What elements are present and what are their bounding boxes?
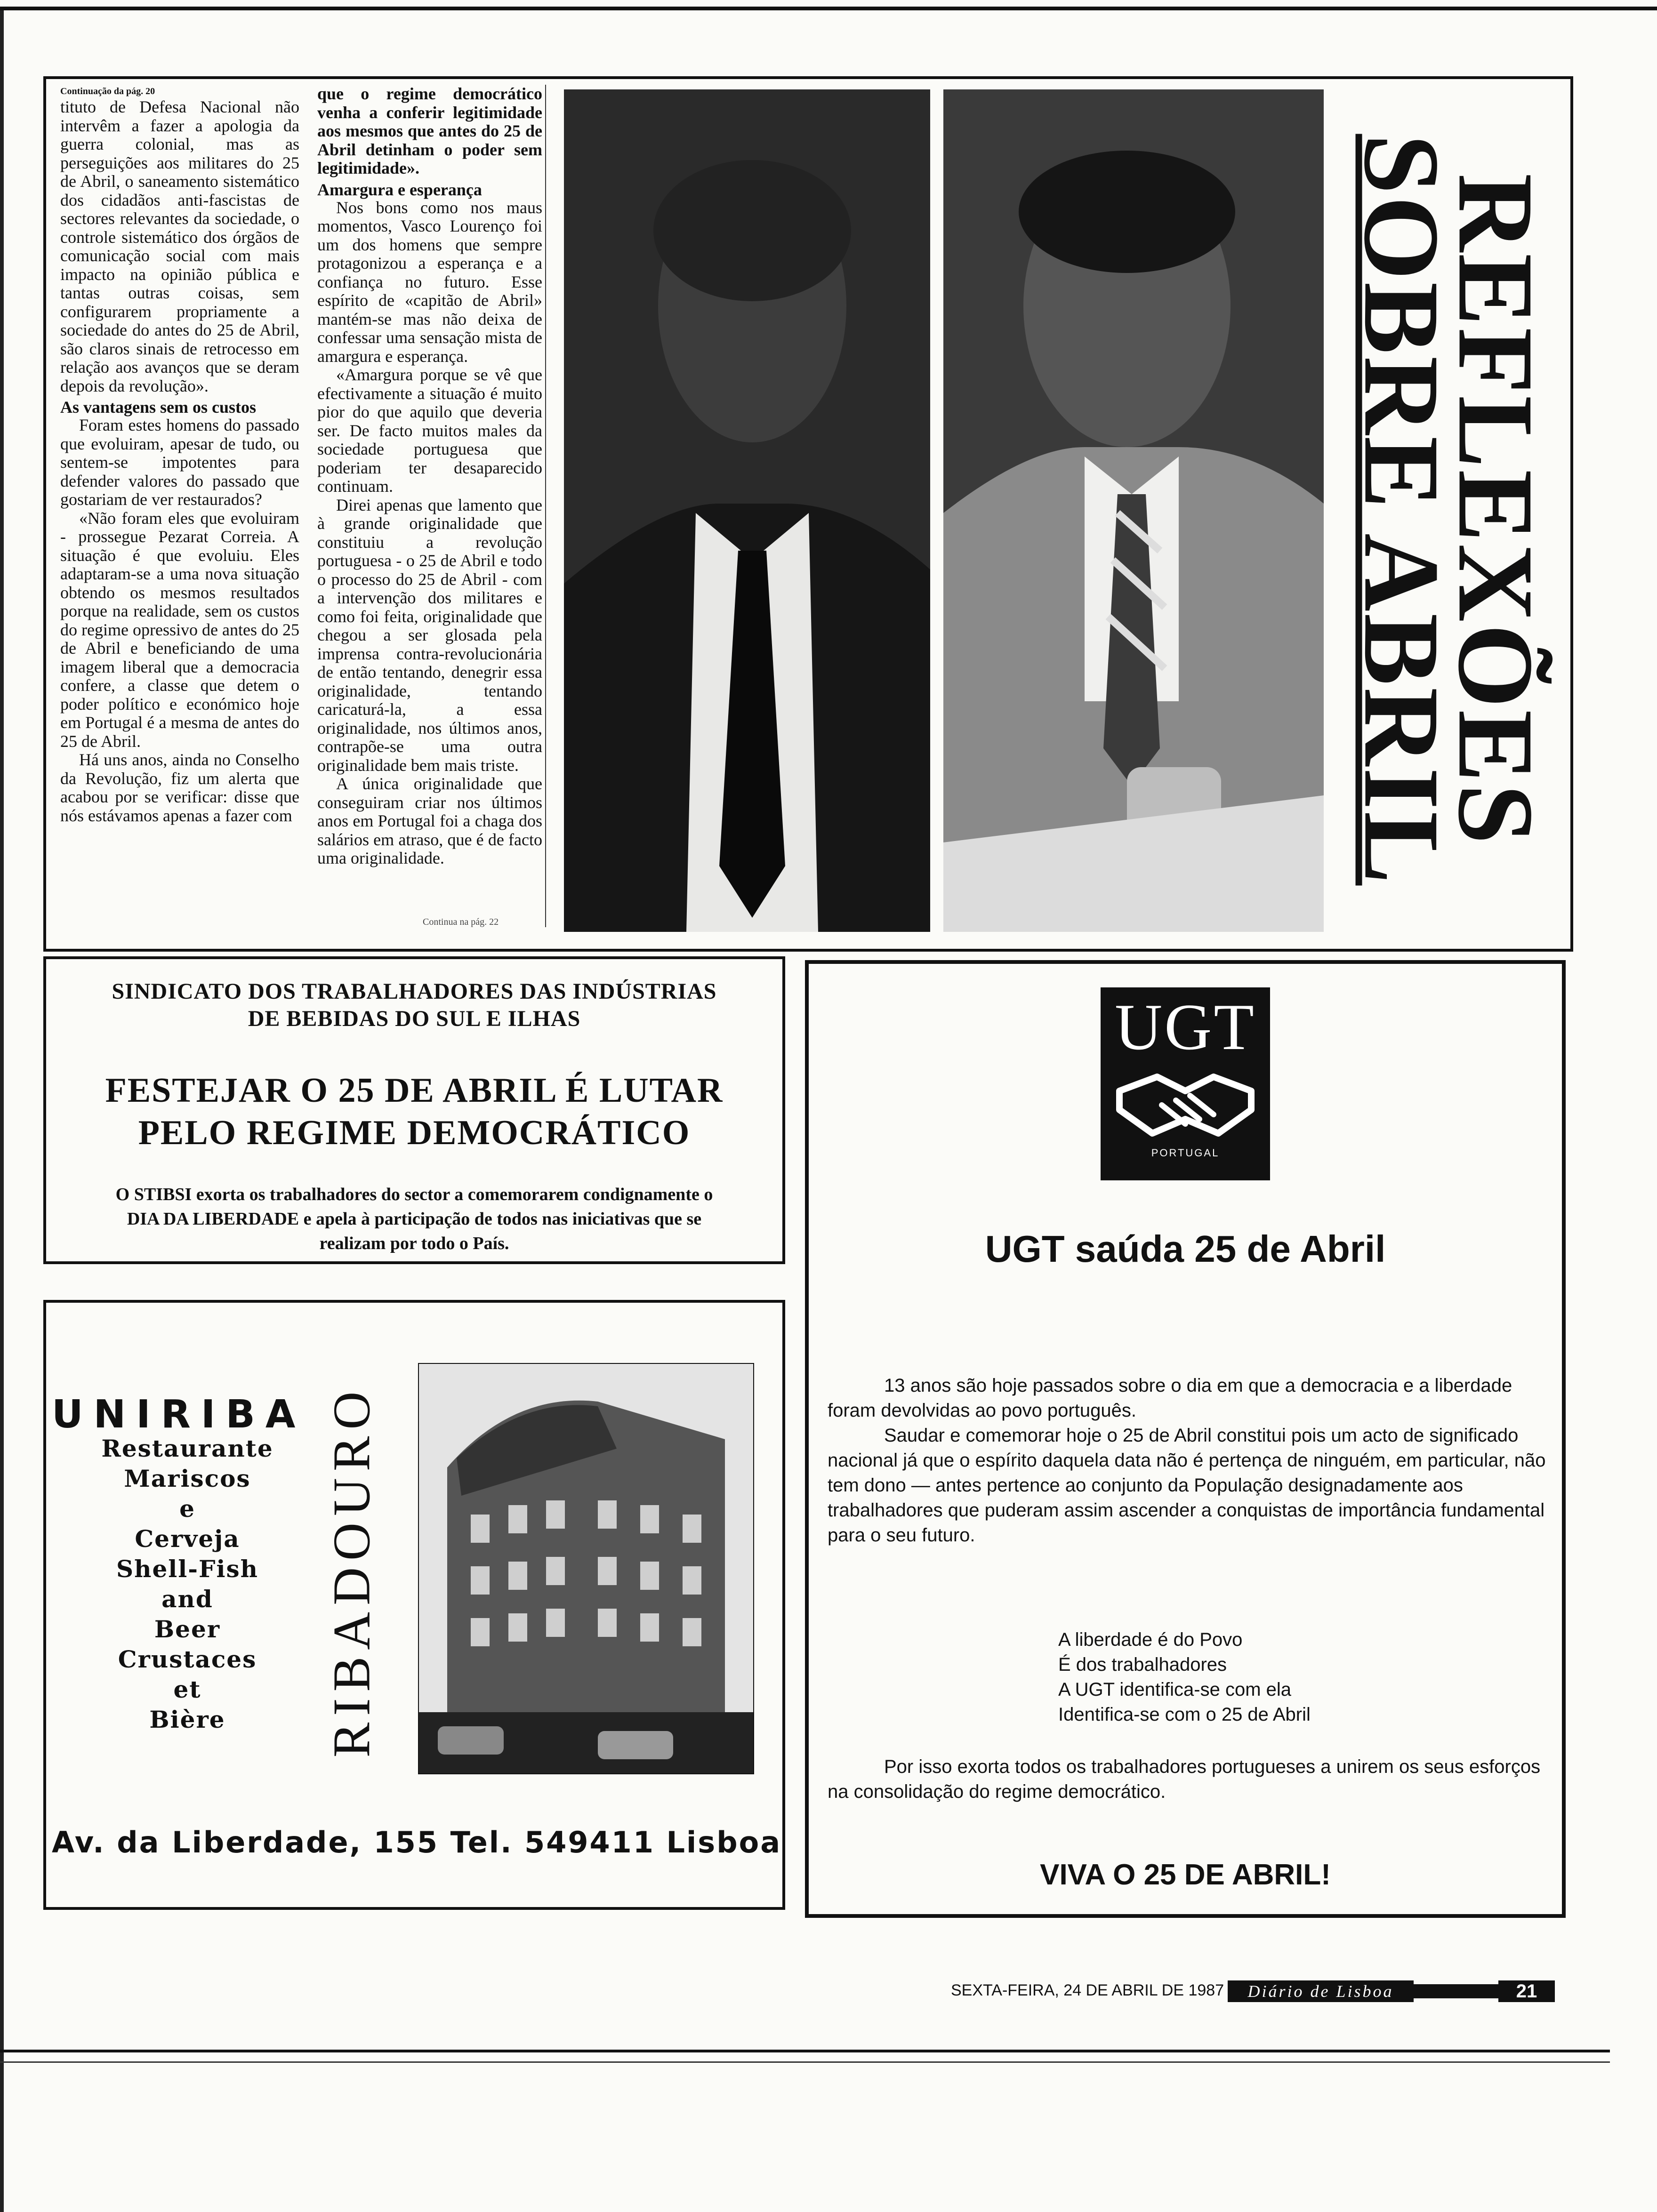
poem-line: É dos trabalhadores <box>1058 1654 1227 1675</box>
uniriba-brand: UNIRIBA <box>52 1392 306 1437</box>
subhead-vantagens: As vantagens sem os custos <box>60 398 257 417</box>
handshake-icon <box>1115 1063 1256 1147</box>
union-name <box>46 978 782 1033</box>
menu-item: Bière <box>149 1706 225 1733</box>
article-paragraph: Nos bons como nos maus momentos, Vasco Lourenço foi um dos homens que sempre protagonizou a esperança e a confiança no futuro. Esse espírito de «capitão de Abril» mantém-se mas não deixa de confessar uma sensação mista de amargura e esperança. <box>317 198 542 366</box>
ugt-body <box>828 1373 1548 1548</box>
menu-item: Shell-Fish <box>116 1555 258 1583</box>
continuation-to: Continua na pág. 22 <box>423 917 499 927</box>
headline-line-2: SOBRE ABRIL <box>1342 134 1462 886</box>
uniriba-advertisement <box>43 1300 785 1910</box>
article-headline <box>1336 93 1562 926</box>
article-paragraph: «Amargura porque se vê que efectivamente a situação é muito pior do que aquilo que deveria ser. De facto muitos males da sociedade portuguesa que poderiam ter desaparecido continuam. <box>317 365 542 496</box>
union-name-line-1: SINDICATO DOS TRABALHADORES DAS INDÚSTRIAS <box>112 979 717 1004</box>
portrait-photo-vasco-lourenco <box>943 89 1324 932</box>
menu-item: and <box>161 1585 213 1613</box>
article-frame <box>43 76 1573 952</box>
ugt-logo-word: UGT <box>1115 991 1256 1064</box>
article-column-1 <box>60 85 299 825</box>
poem-line: Identifica-se com o 25 de Abril <box>1058 1704 1311 1725</box>
ugt-paragraph-1: 13 anos são hoje passados sobre o dia em que a democracia e a liberdade foram devolvidas ao povo português. <box>828 1375 1512 1421</box>
ugt-logo-sub: PORTUGAL <box>1151 1147 1220 1159</box>
poem-line: A liberdade é do Povo <box>1058 1629 1243 1650</box>
article-paragraph: «Não foram eles que evoluiram - prossegue Pezarat Correia. A situação é que evoluiu. Eles adaptaram-se a uma nova situação obtendo os mesmos resultados porque na realidade, sem os custos do regime opressivo de antes do 25 de Abril e beneficiando de uma imagem liberal que a democracia confere, a classe que detem o poder político e económico hoje em Portugal é a mesma de antes do 25 de Abril. <box>60 508 299 751</box>
union-appeal: O STIBSI exorta os trabalhadores do sector a comemorarem condignamente o DIA DA LIBERDADE e apela à participação de todos nas iniciativas que se realizam por todo o País. <box>115 1185 713 1253</box>
ugt-advertisement <box>805 960 1566 1918</box>
bottom-rule <box>0 2050 1610 2052</box>
menu-item: e <box>179 1495 195 1523</box>
bottom-rule-thin <box>0 2061 1610 2063</box>
menu-item: et <box>173 1675 201 1703</box>
article-paragraph: A única originalidade que conseguiram criar nos últimos anos em Portugal foi a chaga dos salários em atraso, que é de facto uma originalidade. <box>317 774 542 867</box>
slogan-line-2: PELO REGIME DEMOCRÁTICO <box>138 1114 691 1152</box>
ugt-logo <box>1101 987 1270 1180</box>
ribadouro-text: RIBADOURO <box>322 1385 381 1757</box>
ugt-closing: VIVA O 25 DE ABRIL! <box>1040 1859 1331 1891</box>
poem-line: A UGT identifica-se com ela <box>1058 1679 1292 1700</box>
menu-item: Beer <box>154 1615 221 1643</box>
union-slogan <box>46 1069 782 1154</box>
ugt-poem <box>1058 1627 1435 1727</box>
uniriba-address: Av. da Liberdade, 155 Tel. 549411 Lisboa <box>52 1825 782 1859</box>
top-rule <box>0 7 1657 10</box>
menu-item: Mariscos <box>124 1465 251 1492</box>
article-column-2 <box>317 85 542 868</box>
article-paragraph: que o regime democrático venha a conferir legitimidade aos mesmos que antes do 25 de Abril detinham o poder sem legitimidade». <box>317 84 542 177</box>
article-paragraph: Há uns anos, ainda no Conselho da Revolução, fiz um alerta que acabou por se verificar: disse que nós estávamos apenas a fazer com <box>60 750 299 825</box>
building-photo <box>418 1363 754 1774</box>
uniriba-menu <box>88 1434 286 1735</box>
portrait-photo-pezarat-correia <box>564 89 930 932</box>
ugt-title: UGT saúda 25 de Abril <box>985 1228 1386 1270</box>
page-number: 21 <box>1498 1980 1555 2002</box>
article-paragraph: Foram estes homens do passado que evoluiram, apesar de tudo, ou sentem-se impotentes para defender valores do passado que gostariam de ver restaurados? <box>60 416 299 509</box>
union-name-line-2: DE BEBIDAS DO SUL E ILHAS <box>248 1006 581 1031</box>
ugt-paragraph-2: Saudar e comemorar hoje o 25 de Abril constitui pois um acto de significado nacional já que o espírito daquela data não é pertença de ninguém, em particular, não tem dono — antes pertence ao conjunto da População designadamente aos trabalhadores que puderam assim ascender a conquistas de importância fundamental para o seu futuro. <box>828 1425 1546 1546</box>
footer-bar <box>1414 1984 1498 1998</box>
ugt-paragraph-3: Por isso exorta todos os trabalhadores portugueses a unirem os seus esforços na consolidação do regime democrático. <box>828 1756 1541 1802</box>
article-paragraph: tituto de Defesa Nacional não intervêm a fazer a apologia da guerra colonial, mas as perseguições aos militares do 25 de Abril, o saneamento sistemático dos cidadãos anti-fascistas de sectores relevantes da sociedade, o controle sistemático dos órgãos de comunicação social com mais impacto na opinião pública e tantas outras coisas, sem configurarem propriamente a sociedade do antes do 25 de Abril, são claros sinais de retrocesso em relação aos avanços que se deram depois da revolução». <box>60 97 299 395</box>
footer-date: SEXTA-FEIRA, 24 DE ABRIL DE 1987 <box>951 1981 1224 1999</box>
subhead-amargura: Amargura e esperança <box>317 180 482 199</box>
article-paragraph: Direi apenas que lamento que à grande originalidade que constituiu a revolução portuguesa - o 25 de Abril e todo o processo do 25 de Abril - com a intervenção dos militares e como foi feita, originalidade que chegou a ser glosada pela imprensa contra-revolucionária de então tentando, denegrir essa originalidade, tentando caricaturá-la, a essa originalidade, nos últimos anos, contrapõe-se uma outra originalidade bem mais triste. <box>317 495 542 775</box>
stibsi-advertisement <box>43 956 785 1264</box>
menu-item: Restaurante <box>101 1435 273 1462</box>
continuation-from: Continuação da pág. 20 <box>60 86 155 96</box>
menu-item: Cerveja <box>135 1525 240 1553</box>
ribadouro-vertical-name <box>319 1387 385 1755</box>
page-edge <box>0 10 4 2212</box>
column-divider <box>545 85 546 927</box>
headline-line-1: REFLEXÕES <box>1436 173 1556 846</box>
footer-masthead: Diário de Lisboa <box>1228 1980 1414 2002</box>
menu-item: Crustaces <box>118 1645 257 1673</box>
slogan-line-1: FESTEJAR O 25 DE ABRIL É LUTAR <box>105 1071 724 1110</box>
